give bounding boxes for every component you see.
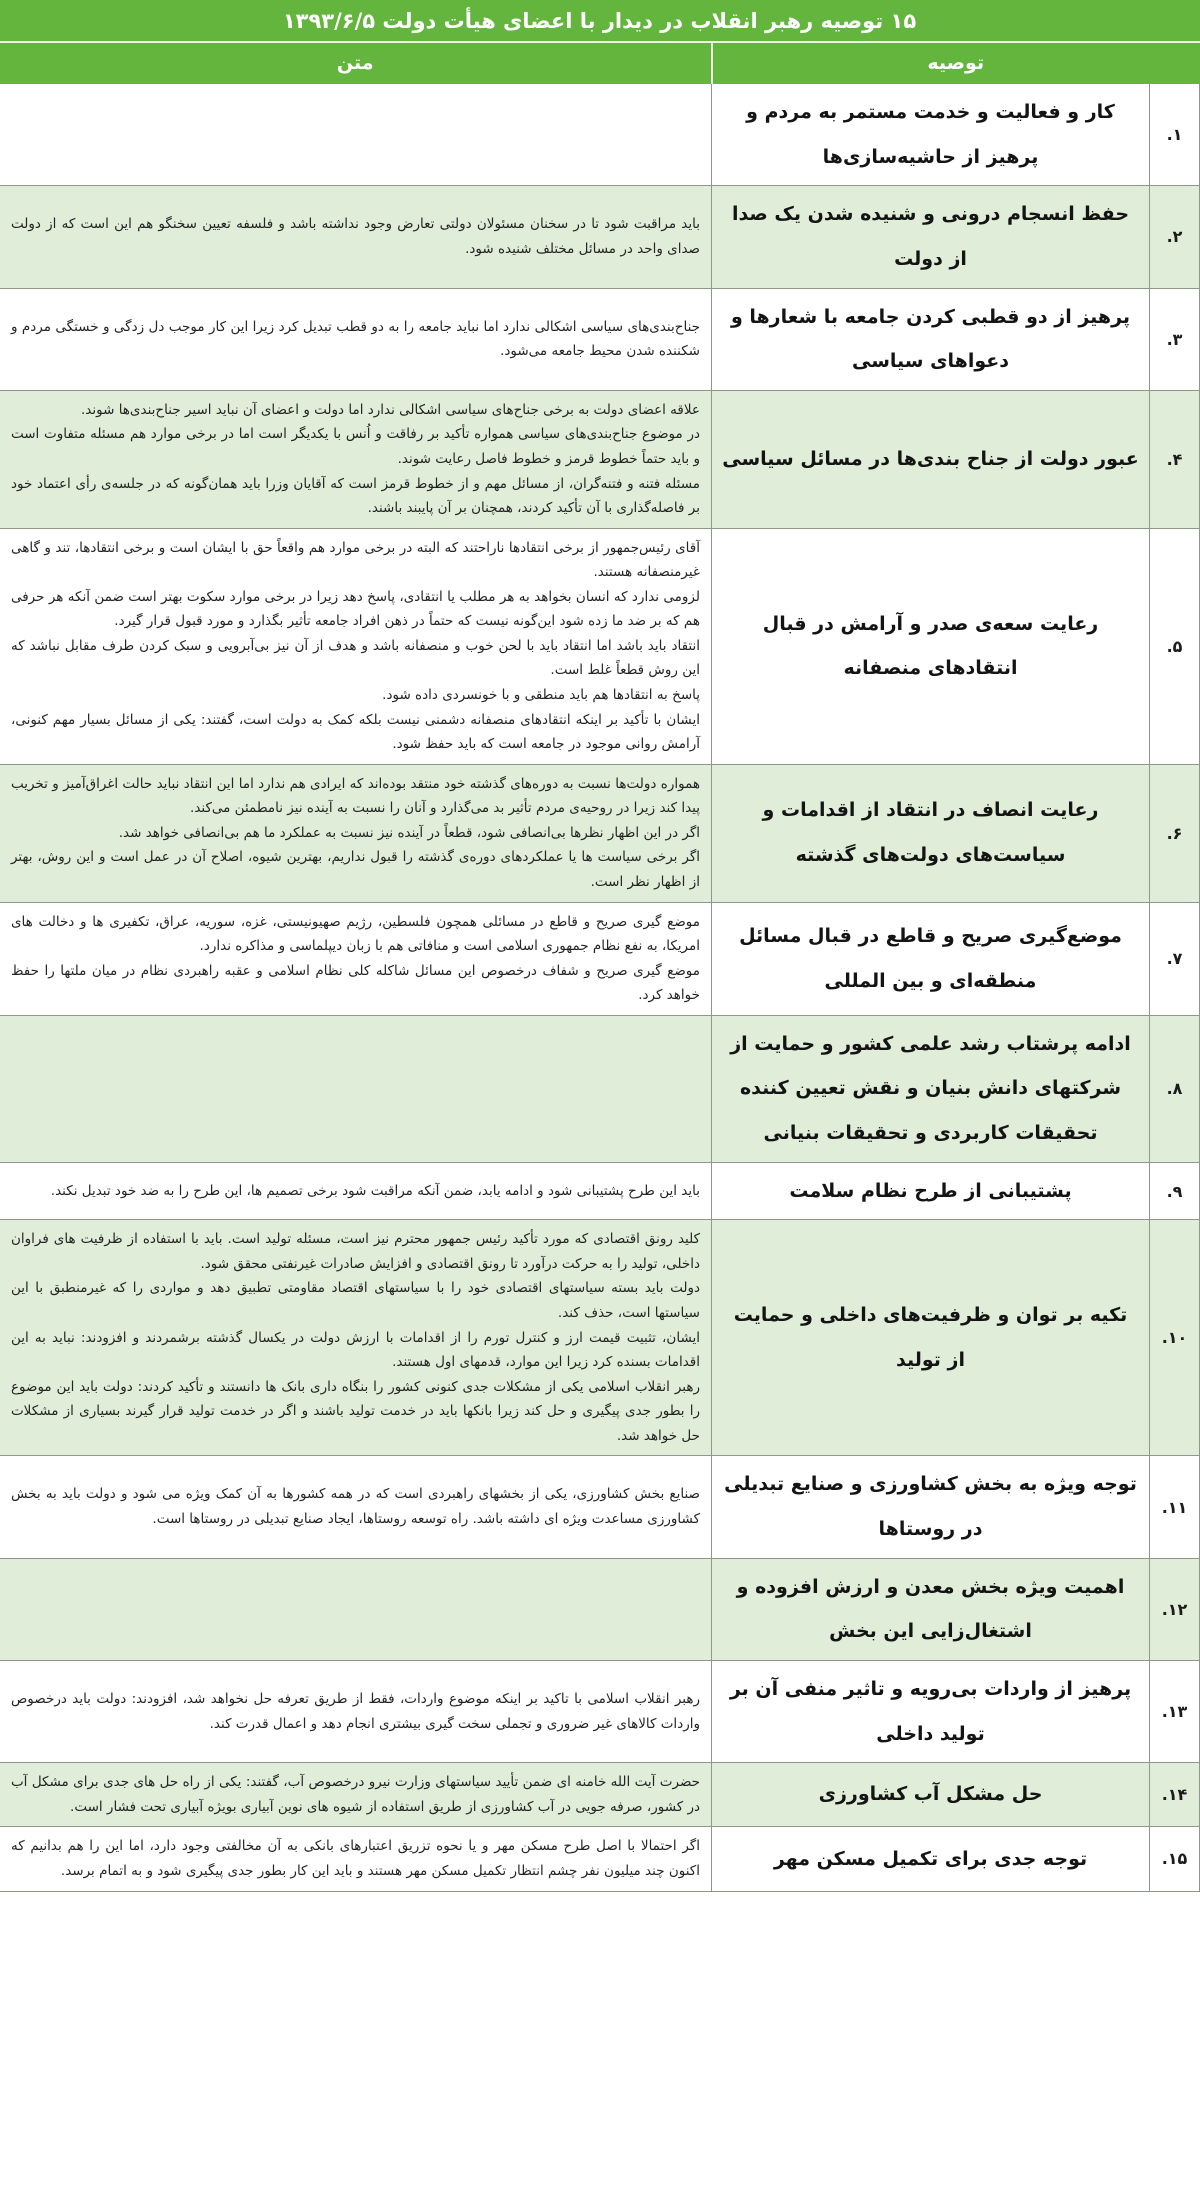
- matn-paragraph: موضع گیری صریح و قاطع در مسائلی همچون فلسطین، رژیم صهیونیستی، غزه، سوریه، عراق، تکفیری ها و دخالت های امریکا، به نفع نظام جمهوری اسلامی است و منافاتی هم با زبان دیپلماسی و مذاکره ندارد.: [10, 913, 700, 955]
- table-row: [0, 764, 1200, 902]
- matn-paragraph: باید این طرح پشتیبانی شود و ادامه یابد، ضمن آنکه مراقبت شود برخی تصمیم ها، این طرح را به ضد خود تبدیل نکند.: [50, 1182, 700, 1199]
- recommendation-text: [0, 902, 712, 1015]
- matn-paragraph: علاقه اعضای دولت به برخی جناح‌های سیاسی اشکالی ندارد اما دولت و اعضای آن نباید اسیر جناح‌بندی‌ها شوند.: [80, 401, 700, 418]
- row-number: ۹.: [1150, 1162, 1200, 1220]
- recommendation-title: حفظ انسجام درونی و شنیده شدن یک صدا از دولت: [712, 186, 1150, 288]
- row-number: ۸.: [1150, 1015, 1200, 1162]
- recommendation-text: [0, 1162, 712, 1220]
- matn-paragraph: در موضوع جناح‌بندی‌های سیاسی همواره تأکید بر رفاقت و اُنس با یکدیگر است اما در برخی موارد هم مسئله متفاوت است و باید حتماً خطوط قرمز و خطوط فاصل رعایت شوند.: [10, 426, 700, 467]
- row-number: ۱.: [1150, 84, 1200, 186]
- row-number: ۳.: [1150, 288, 1200, 390]
- recommendation-text: [0, 528, 712, 764]
- table-row: [0, 1763, 1200, 1827]
- matn-paragraph: ایشان، تثبیت قیمت ارز و کنترل تورم را از اقدامات با ارزش دولت در یکسال گذشته برشمردند و افزودند: نباید به این اقدامات بسنده کرد زیرا این موارد، قدمهای اول هستند.: [10, 1329, 700, 1371]
- title-row: [0, 1, 1200, 43]
- row-number: ۱۵.: [1150, 1827, 1200, 1891]
- recommendation-title: موضع‌گیری صریح و قاطع در قبال مسائل منطقه‌ای و بین المللی: [712, 902, 1150, 1015]
- row-number: ۱۴.: [1150, 1763, 1200, 1827]
- recommendation-text: [0, 1763, 712, 1827]
- recommendation-title: تکیه بر توان و ظرفیت‌های داخلی و حمایت از تولید: [712, 1220, 1150, 1456]
- recommendation-title: رعایت انصاف در انتقاد از اقدامات و سیاست‌های دولت‌های گذشته: [712, 764, 1150, 902]
- recommendation-text: [0, 1015, 712, 1162]
- matn-paragraph: اگر احتمالا با اصل طرح مسکن مهر و یا نحوه تزریق اعتبارهای بانکی به آن مخالفتی وجود دارد، اما این را هم بدانیم که اکنون چند میلیون نفر چشم انتظار تکمیل مسکن مهر هستند و باید این کار بطور جدی پیگیری شود و به اتمام برسد.: [10, 1838, 700, 1879]
- matn-paragraph: دولت باید بسته سیاستهای اقتصادی خود را با سیاستهای اقتصاد مقاومتی تطبیق دهد و مواردی را که غیرمنطبق با این سیاستها است، حذف کند.: [10, 1280, 700, 1322]
- recommendation-text: [0, 84, 712, 186]
- matn-paragraph: رهبر انقلاب اسلامی با تاکید بر اینکه موضوع واردات، فقط از طریق تعرفه حل نخواهد شد، افزودند: دولت باید درخصوص واردات کالاهای غیر ضروری و تجملی سخت گیری بیشتری انجام دهد و اعمال قدرت کند.: [10, 1691, 700, 1732]
- row-number: ۶.: [1150, 764, 1200, 902]
- table-row: [0, 1162, 1200, 1220]
- table-row: [0, 902, 1200, 1015]
- recommendation-title: رعایت سعه‌ی صدر و آرامش در قبال انتقادهای منصفانه: [712, 528, 1150, 764]
- row-number: ۱۱.: [1150, 1456, 1200, 1558]
- recommendation-text: [0, 288, 712, 390]
- recommendation-text: [0, 186, 712, 288]
- recommendation-text: [0, 1220, 712, 1456]
- row-number: ۵.: [1150, 528, 1200, 764]
- matn-paragraph: پاسخ به انتقادها هم باید منطقی و با خونسردی داده شود.: [382, 687, 700, 704]
- row-number: ۱۳.: [1150, 1660, 1200, 1762]
- row-number: ۱۰.: [1150, 1220, 1200, 1456]
- table-row: [0, 1015, 1200, 1162]
- matn-paragraph: لزومی ندارد که انسان بخواهد به هر مطلب یا انتقادی، پاسخ دهد زیرا در برخی موارد سکوت بهتر است ضمن آنکه هر حرفی هم که بر ضد ما زده شود این‌گونه نیست که حتماً در ذهن افراد جامعه تأثیر بگذارد و مورد قبول قرار گیرد.: [10, 588, 700, 630]
- recommendation-text: [0, 1660, 712, 1762]
- row-number: ۲.: [1150, 186, 1200, 288]
- recommendation-title: اهمیت ویژه بخش معدن و ارزش افزوده و اشتغال‌زایی این بخش: [712, 1558, 1150, 1660]
- row-number: ۱۲.: [1150, 1558, 1200, 1660]
- matn-paragraph: حضرت آیت الله خامنه ای ضمن تأیید سیاستهای وزارت نیرو درخصوص آب، گفتند: یکی از راه حل های جدی برای مشکل آب در کشور، صرفه جویی در آب کشاورزی از طریق استفاده از شیوه های نوین آبیاری بویژه آبیاری تحت فشار است.: [10, 1774, 700, 1815]
- recommendation-title: توجه جدی برای تکمیل مسکن مهر: [712, 1827, 1150, 1891]
- table-row: [0, 1456, 1200, 1558]
- matn-paragraph: صنایع بخش کشاورزی، یکی از بخشهای راهبردی است که در همه کشورها به آن کمک ویژه می شود و دولت باید به بخش کشاورزی مساعدت ویژه ای داشته باشد. راه توسعه روستاها، ایجاد صنایع تبدیلی در روستاها است.: [10, 1486, 700, 1528]
- recommendation-title: پشتیبانی از طرح نظام سلامت: [712, 1162, 1150, 1220]
- matn-paragraph: آقای رئیس‌جمهور از برخی انتقادها ناراحتند که البته در برخی موارد هم واقعاً حق با ایشان است و برخی انتقادها، تند و گاهی غیرمنصفانه هستند.: [10, 539, 700, 581]
- matn-paragraph: جناح‌بندی‌های سیاسی اشکالی ندارد اما نباید جامعه را به دو قطب تبدیل کرد زیرا این کار موجب دل زدگی و خستگی مردم و شکننده شدن محیط جامعه می‌شود.: [10, 318, 700, 360]
- matn-paragraph: همواره دولت‌ها نسبت به دوره‌های گذشته خود منتقد بوده‌اند که ایرادی هم ندارد اما این انتقاد نباید حالت اغراق‌آمیز و تخریب پیدا کند زیرا در روحیه‌ی مردم تأثیر بد می‌گذارد و آنان را نسبت به آینده نیز نامطمئن می‌کند.: [10, 775, 700, 817]
- column-header-tawsie: توصیه: [712, 42, 1200, 84]
- table-row: [0, 186, 1200, 288]
- recommendation-title: پرهیز از دو قطبی کردن جامعه با شعارها و دعواهای سیاسی: [712, 288, 1150, 390]
- recommendation-title: ادامه پرشتاب رشد علمی کشور و حمایت از شرکتهای دانش بنیان و نقش تعیین کننده تحقیقات کاربردی و تحقیقات بنیانی: [712, 1015, 1150, 1162]
- matn-paragraph: مسئله فتنه و فتنه‌گران، از مسائل مهم و از خطوط قرمز است که آقایان وزرا باید همان‌گونه که در جلسه‌ی رأی اعتماد خود بر فاصله‌گذاری با آن تأکید کردند، همچنان بر آن پایبند باشند.: [10, 475, 700, 517]
- table-row: [0, 1558, 1200, 1660]
- matn-paragraph: اگر برخی سیاست ها یا عملکردهای دوره‌ی گذشته را قبول نداریم، بهترین شیوه، اصلاح آن در عمل است و این روش، بهتر از اظهار نظر است.: [10, 849, 700, 890]
- table-row: [0, 1827, 1200, 1891]
- row-number: ۴.: [1150, 390, 1200, 528]
- recommendation-title: پرهیز از واردات بی‌رویه و تاثیر منفی آن بر تولید داخلی: [712, 1660, 1150, 1762]
- table-row: [0, 390, 1200, 528]
- recommendation-title: توجه ویژه به بخش کشاورزی و صنایع تبدیلی در روستاها: [712, 1456, 1150, 1558]
- recommendation-title: عبور دولت از جناح بندی‌ها در مسائل سیاسی: [712, 390, 1150, 528]
- table-row: [0, 1660, 1200, 1762]
- table-row: [0, 84, 1200, 186]
- recommendation-title: کار و فعالیت و خدمت مستمر به مردم و پرهیز از حاشیه‌سازی‌ها: [712, 84, 1150, 186]
- column-header-matn: متن: [0, 42, 712, 84]
- matn-paragraph: باید مراقبت شود تا در سخنان مسئولان دولتی تعارض وجود نداشته باشد و فلسفه تعیین سخنگو هم این است که از دولت صدای واحد در مسائل مختلف شنیده شود.: [10, 216, 700, 257]
- recommendation-text: [0, 390, 712, 528]
- row-number: ۷.: [1150, 902, 1200, 1015]
- column-header-row: [0, 42, 1200, 84]
- matn-paragraph: اگر در این اظهار نظرها بی‌انصافی شود، قطعاً در آینده نیز نسبت به عملکرد ما هم بی‌انصافی خواهد شد.: [118, 824, 700, 841]
- recommendations-body: [0, 84, 1200, 1892]
- recommendation-text: [0, 1456, 712, 1558]
- table-row: [0, 288, 1200, 390]
- matn-paragraph: رهبر انقلاب اسلامی یکی از مشکلات جدی کنونی کشور را بنگاه داری بانک ها دانستند و تأکید کردند: دولت باید این موضوع را بطور جدی پیگیری و حل کند زیرا بانکها باید در خدمت تولید باشند و اگر در خدمت تولید قرار گیرند بسیاری از مشکلات حل خواهد شد.: [10, 1378, 700, 1444]
- table-row: [0, 528, 1200, 764]
- matn-paragraph: ایشان با تأکید بر اینکه انتقادهای منصفانه دشمنی نیست بلکه کمک به دولت است، گفتند: یکی از مسائل بسیار مهم کنونی، آرامش روانی موجود در جامعه است که باید حفظ شود.: [10, 711, 700, 753]
- page-title: ۱۵ توصیه رهبر انقلاب در دیدار با اعضای هیأت دولت ۱۳۹۳/۶/۵: [0, 1, 1200, 43]
- matn-paragraph: انتقاد باید باشد اما انتقاد باید با لحن خوب و منصفانه باشد و هدف از آن نیز بی‌آبرویی و سبک کردن طرف مقابل نباشد که این روش قطعاً غلط است.: [10, 637, 700, 679]
- recommendation-text: [0, 1558, 712, 1660]
- matn-paragraph: موضع گیری صریح و شفاف درخصوص این مسائل شاکله کلی نظام اسلامی و عقبه راهبردی نظام در میان ملتها را حفظ خواهد کرد.: [10, 962, 700, 1004]
- recommendation-title: حل مشکل آب کشاورزی: [712, 1763, 1150, 1827]
- recommendation-text: [0, 1827, 712, 1891]
- table-row: [0, 1220, 1200, 1456]
- recommendation-text: [0, 764, 712, 902]
- matn-paragraph: کلید رونق اقتصادی که مورد تأکید رئیس جمهور محترم نیز است، مسئله تولید است. باید با استفاده از ظرفیت های فراوان داخلی، تولید را به حرکت درآورد تا رونق اقتصادی و افزایش صادرات غیرنفتی محقق شود.: [10, 1231, 700, 1272]
